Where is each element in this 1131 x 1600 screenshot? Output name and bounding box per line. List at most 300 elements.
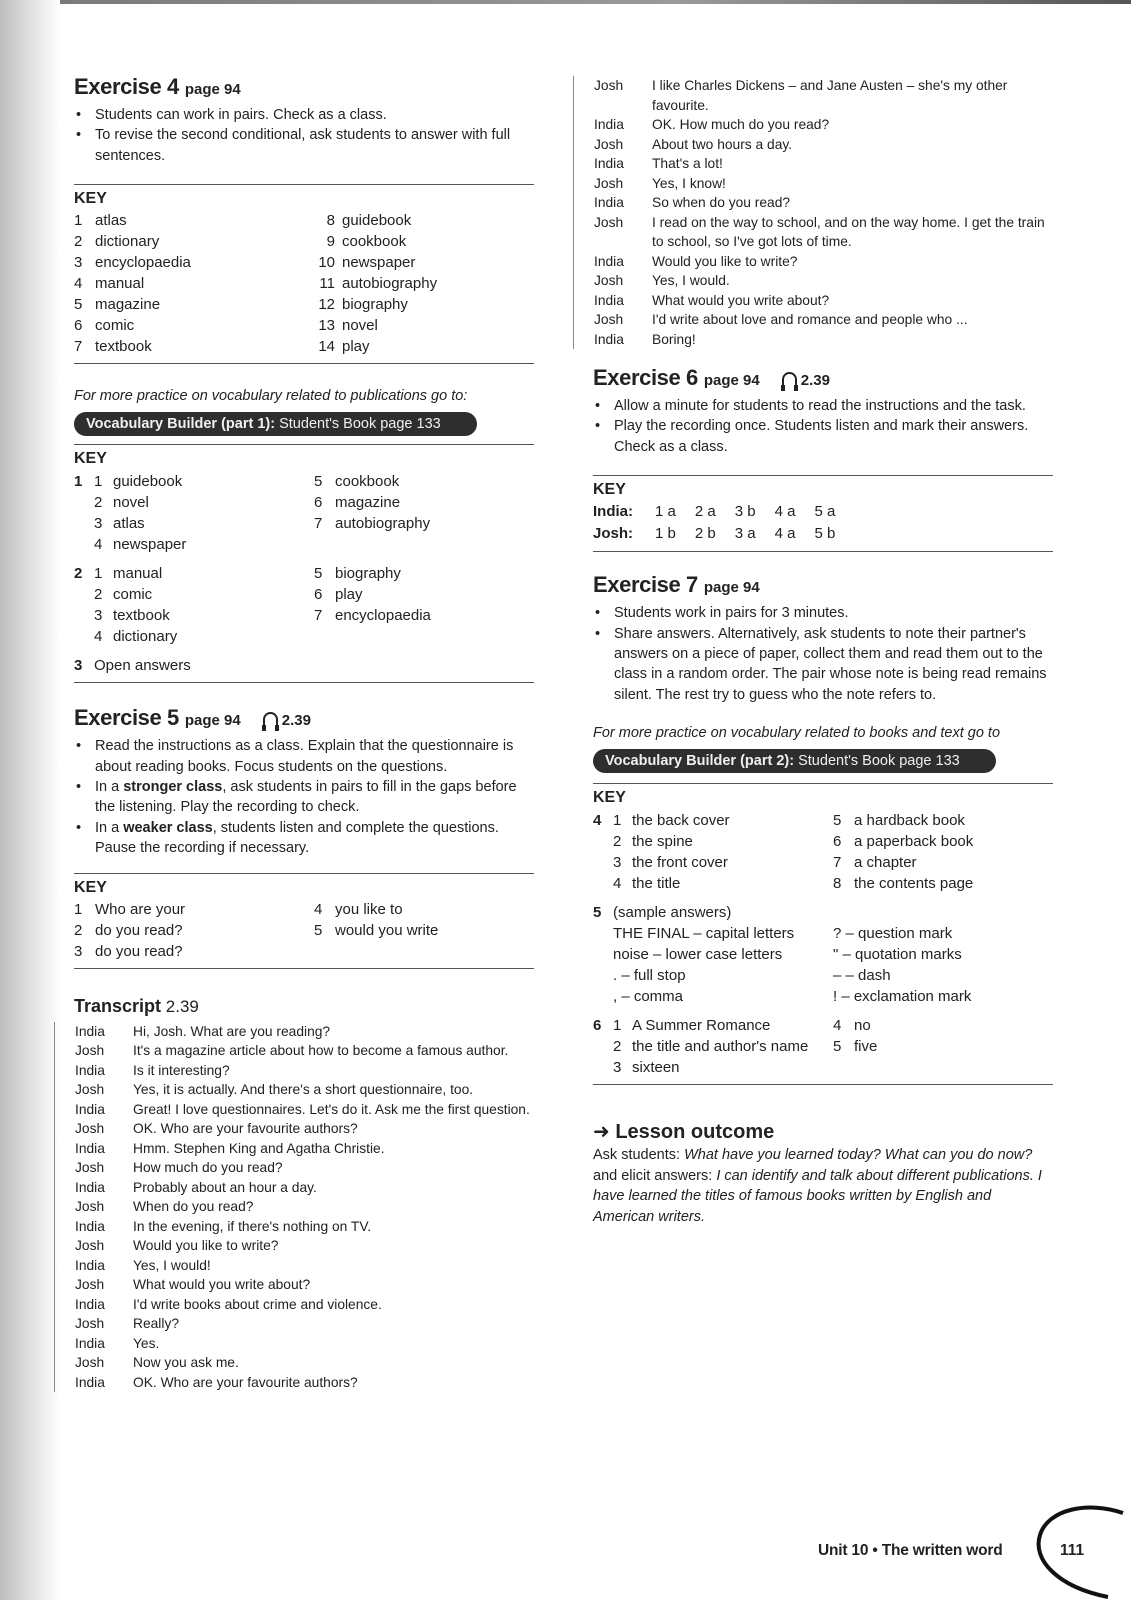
key-item: [94, 534, 314, 555]
key-item-text: play: [342, 338, 370, 356]
vocabulary-builder-key: [74, 444, 534, 683]
speaker-name: India: [594, 117, 624, 132]
headphones-icon: [782, 372, 797, 387]
key-item: [833, 1015, 877, 1036]
speaker-name: India: [75, 1023, 105, 1039]
key-answer: 4 a: [774, 503, 796, 521]
key-item-text: you like to: [335, 900, 403, 918]
key-item: [314, 252, 437, 273]
exercise-page-ref: page 94: [184, 712, 241, 730]
key-item: [613, 986, 833, 1007]
audio-track-number: 2.39: [281, 712, 311, 730]
exercise-title: Exercise 4: [74, 74, 179, 99]
lesson-text: Ask students:: [593, 1147, 685, 1164]
key-group: [74, 471, 534, 555]
group-number: 5: [593, 904, 602, 922]
lesson-outcome-text: [593, 1145, 1053, 1227]
key-column-right: [833, 1015, 877, 1078]
key-item-text: guidebook: [113, 473, 183, 491]
key-item: [314, 315, 437, 336]
key-item-text: , – comma: [613, 988, 684, 1006]
key-label: KEY: [74, 450, 107, 468]
speaker-name: India: [594, 253, 624, 269]
key-item-text: – – dash: [833, 967, 891, 985]
key-item: [314, 513, 430, 534]
lesson-outcome-heading: [593, 1119, 1053, 1145]
key-item-text: autobiography: [342, 275, 438, 293]
key-label: KEY: [74, 190, 107, 208]
key-item-number: 5: [74, 296, 83, 314]
transcript-line: [75, 1334, 534, 1354]
speaker-name: India: [75, 1335, 105, 1351]
transcript-line: [594, 154, 1053, 174]
key-item-text: the title: [632, 875, 681, 893]
key-answer: 1 a: [655, 503, 676, 521]
key-item-text: manual: [113, 565, 163, 583]
key-column-right: [833, 923, 971, 1007]
key-item-text: a chapter: [854, 854, 917, 872]
key-item-number: 2: [94, 586, 103, 604]
bullet-item: • Play the recording once. Students listen and mark their answers. Check as a class.: [593, 416, 1053, 457]
key-column-left: [74, 210, 314, 357]
key-item-text: the back cover: [632, 812, 730, 830]
speaker-name: India: [594, 331, 624, 347]
key-item-text: dictionary: [113, 628, 178, 646]
speaker-line: Yes, I would!: [133, 1257, 211, 1273]
key-item: [94, 513, 314, 534]
key-item: [314, 899, 438, 920]
key-item: [94, 563, 314, 584]
bullet-item: • Students work in pairs for 3 minutes.: [593, 603, 1053, 623]
key-answer: 3 a: [734, 525, 756, 543]
transcript-line: [75, 1119, 534, 1139]
transcript-line: [75, 1041, 534, 1061]
key-item: [613, 810, 833, 831]
bullet-text: In a: [95, 819, 124, 836]
key-item-number: 3: [94, 607, 103, 625]
exercise-5: [74, 705, 534, 968]
key-item-text: guidebook: [342, 212, 412, 230]
key-item-text: the title and author's name: [632, 1038, 809, 1056]
exercise-5-heading: [74, 705, 534, 734]
key-answer: 2 a: [694, 503, 716, 521]
transcript-line: [594, 330, 1053, 350]
key-column-right: [314, 563, 431, 647]
vocabulary-builder-banner: [74, 412, 477, 436]
exercise-page-ref: page 94: [703, 579, 760, 597]
key-item-text: newspaper: [113, 536, 187, 554]
key-item: [94, 492, 314, 513]
key-item-number: 5: [833, 812, 842, 830]
transcript-line: [594, 310, 1053, 330]
arrow-icon: ➜: [593, 1121, 610, 1144]
exercise-7: [593, 572, 1053, 705]
key-item-number: 1: [94, 565, 103, 583]
transcript-line: [594, 76, 1053, 115]
transcript-line: [75, 1353, 534, 1373]
speaker-line: I like Charles Dickens – and Jane Austen – she's my other favourite.: [652, 78, 1008, 113]
key-row-label: India:: [593, 503, 633, 521]
key-row-india: [593, 501, 1053, 523]
key-item-text: comic: [113, 586, 153, 604]
key-item: [314, 336, 437, 357]
key-item: [74, 294, 314, 315]
banner-text: Student's Book page 133: [798, 753, 960, 770]
speaker-line: Yes, it is actually. And there's a short questionnaire, too.: [133, 1082, 474, 1098]
exercise-7-heading: [593, 572, 1053, 601]
key-group: [74, 563, 534, 647]
key-item-number: 5: [314, 921, 323, 939]
speaker-line: I'd write books about crime and violence.: [133, 1296, 382, 1312]
key-group: [593, 902, 1053, 1007]
key-item-text: magazine: [335, 494, 401, 512]
key-item-text: textbook: [113, 607, 170, 625]
transcript-line: [75, 1256, 534, 1276]
bullet-text: , students listen and complete the questions. Pause the recording if necessary.: [95, 819, 499, 857]
key-item: [74, 315, 314, 336]
key-item: [314, 294, 437, 315]
transcript-line: [75, 1022, 534, 1042]
key-item-text: novel: [113, 494, 149, 512]
key-item: [613, 1015, 833, 1036]
key-item: [833, 810, 973, 831]
key-column-right: [314, 899, 438, 962]
speaker-line: What would you write about?: [133, 1277, 311, 1293]
key-text: Open answers: [94, 657, 191, 675]
key-answer: 4 a: [774, 525, 796, 543]
key-item-number: 13: [318, 317, 335, 335]
group-number: 4: [593, 812, 602, 830]
key-item: [613, 1057, 833, 1078]
banner-bold: Vocabulary Builder (part 2):: [605, 753, 795, 770]
key-item: [314, 492, 430, 513]
key-item-text: atlas: [113, 515, 145, 533]
speaker-name: Josh: [75, 1277, 105, 1293]
key-item-text: ? – question mark: [833, 925, 953, 943]
key-item-number: 1: [613, 1017, 622, 1035]
transcript-line: [75, 1275, 534, 1295]
key-item-number: 4: [833, 1017, 842, 1035]
key-item: [94, 626, 314, 647]
key-item-number: 4: [94, 628, 103, 646]
speaker-name: Josh: [75, 1238, 105, 1254]
key-item-text: do you read?: [95, 921, 183, 939]
key-group: [593, 810, 1053, 894]
key-item-text: five: [854, 1038, 878, 1056]
key-item-text: atlas: [95, 212, 127, 230]
footer-unit-title: Unit 10 • The written word: [818, 1542, 1003, 1559]
transcript-line: [594, 213, 1053, 252]
audio-track: [263, 712, 311, 729]
speaker-line: Would you like to write?: [652, 253, 798, 269]
key-column-left: [94, 563, 314, 647]
key-item-text: comic: [95, 317, 135, 335]
key-item-number: 6: [74, 317, 83, 335]
transcript-line: [594, 271, 1053, 291]
key-item-text: a hardback book: [854, 812, 965, 830]
key-item-number: 3: [74, 254, 83, 272]
key-item-number: 1: [94, 473, 103, 491]
speaker-line: That's a lot!: [652, 156, 723, 171]
key-item-number: 11: [319, 275, 335, 293]
key-item-number: 1: [74, 212, 83, 230]
key-item-text: Who are your: [95, 900, 186, 918]
key-item-text: would you write: [335, 921, 439, 939]
speaker-name: India: [594, 195, 624, 210]
speaker-line: OK. How much do you read?: [652, 117, 830, 132]
transcript-line: [75, 1178, 534, 1198]
key-item-text: manual: [95, 275, 145, 293]
transcript-line: [75, 1217, 534, 1237]
key-answer: 5 b: [814, 525, 836, 543]
key-item: [314, 273, 437, 294]
key-item-text: the front cover: [632, 854, 728, 872]
transcript-line: [594, 252, 1053, 272]
key-item: [74, 210, 314, 231]
key-item: [613, 831, 833, 852]
key-item: [613, 852, 833, 873]
speaker-name: India: [75, 1140, 105, 1156]
key-item: [833, 944, 971, 965]
speaker-name: Josh: [594, 78, 624, 93]
transcript-line: [75, 1061, 534, 1081]
speaker-line: I read on the way to school, and on the way home. I get the train to school, so I've got lots of time.: [652, 214, 1045, 249]
key-item: [833, 965, 971, 986]
speaker-name: India: [75, 1374, 105, 1390]
key-item: [613, 965, 833, 986]
lesson-question: What have you learned today? What can you do now?: [684, 1147, 1033, 1164]
group-number: 1: [74, 473, 83, 491]
speaker-line: Yes, I would.: [652, 273, 730, 288]
key-item-number: 8: [326, 212, 335, 230]
speaker-line: Is it interesting?: [133, 1062, 230, 1078]
bullet-item: [74, 777, 534, 818]
transcript-line: [75, 1373, 534, 1393]
key-item: [613, 923, 833, 944]
book-binding-shadow: [0, 0, 60, 1600]
bullet-item: • To revise the second conditional, ask students to answer with full sentences.: [74, 125, 534, 166]
lesson-outcome-title: Lesson outcome: [615, 1121, 775, 1144]
exercise-page-ref: page 94: [184, 81, 241, 98]
transcript-line: [75, 1080, 534, 1100]
key-item: [74, 336, 314, 357]
key-item: [613, 873, 833, 894]
practice-note: For more practice on vocabulary related to books and text go to: [593, 725, 1001, 742]
speaker-name: India: [75, 1062, 105, 1078]
key-item-text: dictionary: [95, 233, 160, 251]
key-item-text: biography: [342, 296, 408, 314]
key-item-number: 7: [314, 607, 323, 625]
speaker-line: OK. Who are your favourite authors?: [133, 1121, 358, 1137]
exercise-title: Exercise 7: [593, 572, 698, 598]
key-item-number: 12: [318, 296, 335, 314]
key-item-text: " – quotation marks: [833, 946, 962, 964]
key-item-number: 3: [94, 515, 103, 533]
key-item-text: ! – exclamation mark: [833, 988, 972, 1006]
speaker-line: Would you like to write?: [133, 1238, 279, 1254]
key-item: [833, 923, 971, 944]
speaker-line: OK. Who are your favourite authors?: [133, 1374, 358, 1390]
key-item-number: 5: [833, 1038, 842, 1056]
speaker-name: Josh: [594, 312, 624, 327]
key-item-text: novel: [342, 317, 378, 335]
key-row-label: Josh:: [593, 525, 634, 543]
key-item-text: the contents page: [854, 875, 974, 893]
transcript-line: [594, 115, 1053, 135]
key-item-text: encyclopaedia: [335, 607, 431, 625]
key-item: [833, 831, 973, 852]
speaker-name: Josh: [75, 1043, 105, 1059]
transcript-line: [594, 174, 1053, 194]
key-item-text: the spine: [632, 833, 693, 851]
transcript-number: 2.39: [165, 996, 199, 1016]
speaker-name: India: [594, 292, 624, 308]
speaker-name: India: [75, 1218, 105, 1234]
key-item: [94, 605, 314, 626]
exercise-4-bullets: [74, 105, 534, 166]
bullet-item: • Allow a minute for students to read the instructions and the task.: [593, 396, 1053, 416]
key-item-number: 3: [74, 942, 83, 960]
exercise-6-heading: [593, 365, 1053, 394]
exercise-5-bullets: [74, 736, 534, 858]
speaker-line: When do you read?: [133, 1199, 254, 1215]
speaker-line: In the evening, if there's nothing on TV.: [133, 1218, 372, 1234]
key-item: [74, 252, 314, 273]
key-column-left: [94, 471, 314, 555]
speaker-name: Josh: [75, 1121, 105, 1137]
speaker-line: Probably about an hour a day.: [133, 1179, 317, 1195]
group-number: 6: [593, 1017, 602, 1035]
speaker-line: Boring!: [652, 331, 696, 347]
audio-track: [782, 372, 830, 389]
bullet-item: [74, 818, 534, 859]
transcript-line: [75, 1139, 534, 1159]
key-item: [314, 920, 438, 941]
key-item-text: autobiography: [335, 515, 431, 533]
speaker-name: India: [75, 1296, 105, 1312]
bullet-bold: weaker class: [123, 819, 213, 836]
key-item-number: 2: [74, 233, 83, 251]
speaker-line: Yes.: [133, 1335, 160, 1351]
key-item: [94, 584, 314, 605]
key-item-text: sixteen: [632, 1059, 680, 1077]
transcript-title: Transcript: [74, 995, 162, 1016]
key-group: [593, 1015, 1053, 1078]
exercise-page-ref: page 94: [703, 372, 760, 389]
left-column: [74, 74, 534, 1392]
speaker-line: Really?: [133, 1316, 180, 1332]
bullet-text: , ask students in pairs to fill in the gaps before the listening. Play the recording to check.: [95, 779, 517, 816]
key-item-number: 5: [314, 565, 323, 583]
key-item-number: 5: [314, 473, 323, 491]
key-row-josh: [593, 523, 1053, 545]
key-item-number: 2: [94, 494, 103, 512]
transcript-heading: [74, 995, 534, 1018]
transcript-line: [594, 135, 1053, 155]
speaker-name: Josh: [75, 1355, 105, 1371]
speaker-name: India: [75, 1101, 105, 1117]
key-item-text: do you read?: [95, 942, 183, 960]
exercise-4-key: [74, 184, 534, 364]
key-answer: 5 a: [814, 503, 836, 521]
key-item-number: 6: [314, 494, 323, 512]
speaker-name: Josh: [75, 1199, 105, 1215]
key-column-left: [613, 923, 833, 1007]
speaker-name: Josh: [594, 175, 624, 191]
key-item-text: textbook: [95, 338, 152, 356]
key-item: [833, 852, 973, 873]
speaker-line: About two hours a day.: [652, 136, 793, 152]
key-item: [833, 1036, 877, 1057]
audio-track-number: 2.39: [800, 372, 830, 389]
page-top-edge: [0, 0, 1131, 4]
key-column-right: [314, 210, 437, 357]
key-item-text: magazine: [95, 296, 161, 314]
key-column-right: [833, 810, 973, 894]
headphones-icon: [263, 712, 278, 727]
key-column-left: [613, 810, 833, 894]
key-label: KEY: [74, 878, 107, 896]
key-column-left: [74, 899, 314, 962]
key-item-text: cookbook: [342, 233, 407, 251]
key-item-text: newspaper: [342, 254, 416, 272]
key-item-number: 4: [613, 875, 622, 893]
transcript-line: [594, 193, 1053, 213]
banner-bold: Vocabulary Builder (part 1):: [86, 416, 276, 433]
key-item: [314, 471, 430, 492]
key-item-number: 7: [74, 338, 83, 356]
key-item-text: no: [854, 1017, 871, 1035]
bullet-item: • Share answers. Alternatively, ask students to note their partner's answers on a piece of paper, collect them and read them out to the class in a random order. The pair whose note is being read remains silent. The rest try to guess who the note refers to.: [593, 624, 1053, 706]
group-number: 3: [74, 657, 83, 675]
transcript-lines: [54, 1022, 534, 1393]
exercise-4: [74, 74, 534, 364]
key-item-number: 6: [833, 833, 842, 851]
key-item-number: 8: [833, 875, 842, 893]
transcript-line: [75, 1314, 534, 1334]
exercise-6: [593, 365, 1053, 552]
vocabulary-builder-banner: [593, 749, 996, 773]
key-item-number: 14: [318, 338, 335, 356]
key-item: [314, 231, 437, 252]
key-answer: 1 b: [655, 525, 676, 543]
speaker-name: Josh: [594, 214, 624, 230]
exercise-title: Exercise 5: [74, 705, 179, 731]
key-item: [74, 920, 314, 941]
exercise-title: Exercise 6: [593, 365, 698, 390]
exercise-5-key: [74, 873, 534, 969]
transcript-line: [75, 1197, 534, 1217]
speaker-line: Yes, I know!: [652, 175, 726, 191]
speaker-name: Josh: [75, 1316, 105, 1332]
key-item: [74, 899, 314, 920]
speaker-line: It's a magazine article about how to become a famous author.: [133, 1043, 509, 1059]
key-item-number: 1: [74, 900, 83, 918]
right-column: [593, 76, 1053, 1227]
key-item-text: A Summer Romance: [632, 1017, 771, 1035]
key-item: [94, 471, 314, 492]
key-label: KEY: [593, 481, 626, 499]
key-item-number: 2: [613, 1038, 622, 1056]
bullet-item: • Read the instructions as a class. Explain that the questionnaire is about reading books. Focus students on the questions.: [74, 736, 534, 777]
exercise-4-heading: [74, 74, 534, 103]
key-item-number: 7: [833, 854, 842, 872]
key-answer: 2 b: [694, 525, 716, 543]
key-item: [314, 584, 431, 605]
speaker-name: India: [75, 1257, 105, 1273]
key-item-number: 2: [74, 921, 83, 939]
key-item: [613, 944, 833, 965]
